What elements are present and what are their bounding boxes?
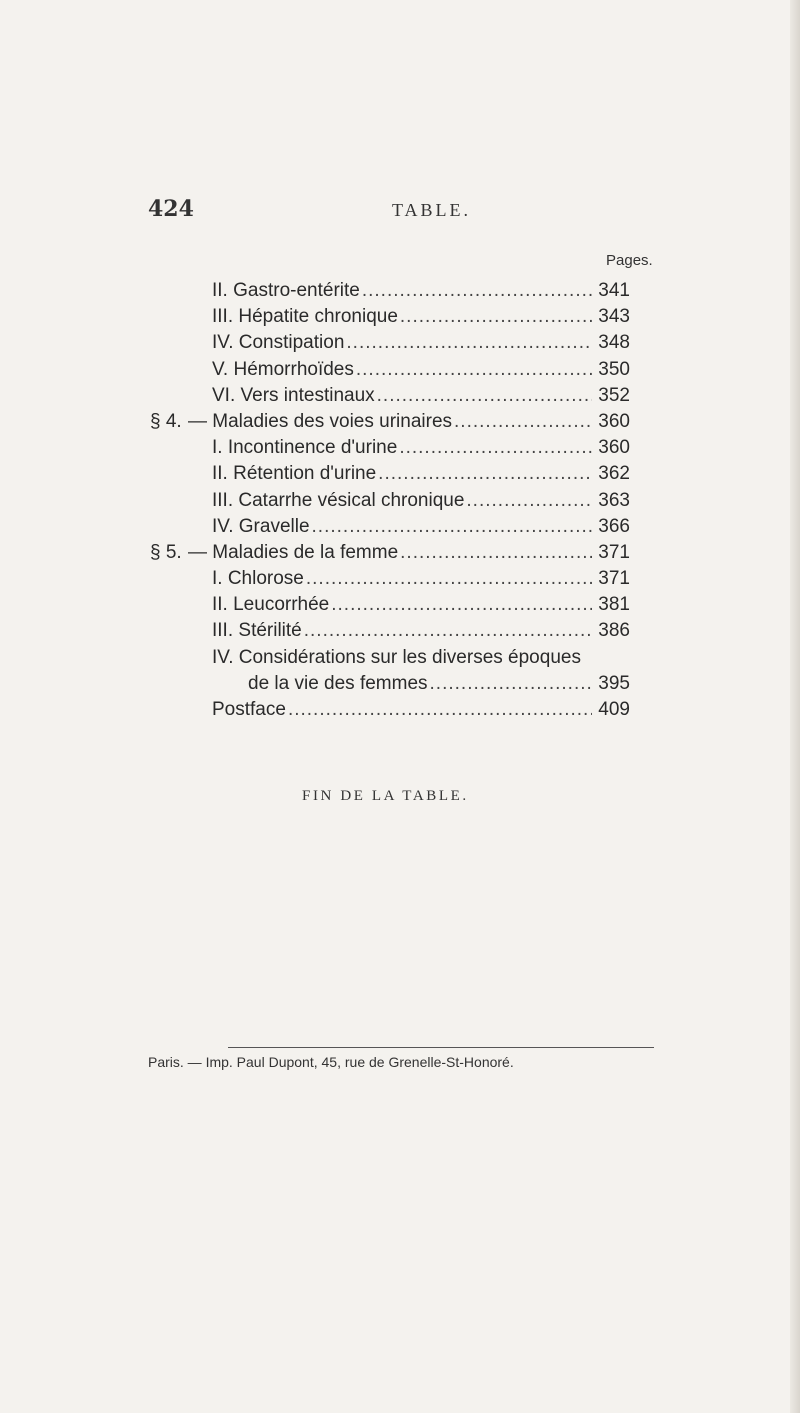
toc-entry-title: — Maladies des voies urinaires (188, 410, 453, 432)
dot-leader (400, 304, 592, 330)
printer-imprint: Paris. — Imp. Paul Dupont, 45, rue de Grenelle-St-Honoré. (148, 1054, 514, 1070)
dot-leader (399, 435, 592, 461)
toc-entry (150, 278, 630, 304)
toc-entry-title: V. Hémorrhoïdes (212, 358, 354, 380)
toc-entry-title: VI. Vers intestinaux (212, 384, 375, 406)
toc-entry (150, 488, 630, 514)
toc-entry-line (212, 592, 630, 618)
section-number: § 4. (150, 410, 182, 432)
toc-page-number: 395 (598, 672, 630, 694)
dot-leader (454, 409, 592, 435)
toc-entry-line (212, 697, 630, 723)
toc-entry-title: III. Catarrhe vésical chronique (212, 489, 465, 511)
toc-entry (150, 461, 630, 487)
toc-page-number: 350 (598, 358, 630, 380)
dot-leader (288, 697, 592, 723)
dot-leader (378, 461, 592, 487)
toc-entry-line (212, 461, 630, 487)
toc-entry-title: I. Chlorose (212, 568, 304, 590)
toc-entry-title: IV. Considérations sur les diverses époques (212, 646, 581, 668)
toc-page-number: 348 (598, 332, 630, 354)
toc-entry-line (212, 566, 630, 592)
end-of-table-mark: FIN DE LA TABLE. (302, 788, 469, 804)
dot-leader (356, 357, 592, 383)
toc-entry (150, 304, 630, 330)
toc-page-number: 343 (598, 306, 630, 328)
toc-entry-line (212, 278, 630, 304)
toc-entry-line (212, 330, 630, 356)
toc-entry-title: de la vie des femmes (248, 672, 428, 694)
toc-entry-line (212, 435, 630, 461)
toc-page-number: 409 (598, 699, 630, 720)
toc-page-number: 366 (598, 515, 630, 537)
toc-entry (150, 330, 630, 356)
pages-column-label: Pages. (606, 252, 653, 269)
toc-entry-title: II. Gastro-entérite (212, 280, 360, 301)
page-edge (790, 0, 800, 1413)
toc-entry-title: IV. Gravelle (212, 515, 310, 537)
toc-entry (150, 409, 630, 435)
table-of-contents (150, 278, 630, 723)
toc-page-number: 371 (598, 568, 630, 590)
toc-entry-line (212, 618, 630, 644)
toc-entry-line (212, 383, 630, 409)
toc-entry-line (188, 540, 630, 566)
toc-entry (150, 618, 630, 644)
toc-entry (150, 514, 630, 540)
toc-page-number: 386 (598, 620, 630, 642)
toc-entry-title: III. Stérilité (212, 620, 302, 642)
toc-entry (150, 566, 630, 592)
toc-entry-line (212, 645, 630, 671)
toc-entry (150, 697, 630, 723)
toc-entry (150, 592, 630, 618)
toc-page-number: 362 (598, 463, 630, 485)
running-head: TABLE. (392, 200, 472, 220)
toc-entry-title: Postface (212, 699, 286, 720)
dot-leader (430, 671, 593, 697)
toc-entry (150, 645, 630, 671)
dot-leader (312, 514, 593, 540)
toc-entry (150, 671, 630, 697)
toc-entry-line (212, 514, 630, 540)
dot-leader (377, 383, 593, 409)
toc-page-number: 352 (598, 384, 630, 406)
dot-leader (306, 566, 592, 592)
toc-entry-line (212, 357, 630, 383)
toc-entry (150, 540, 630, 566)
toc-entry-title: — Maladies de la femme (188, 541, 399, 563)
toc-entry-line (212, 488, 630, 514)
imprint-rule (228, 1047, 654, 1048)
toc-page-number: 381 (598, 594, 630, 616)
toc-entry-line (248, 671, 630, 697)
toc-entry-title: III. Hépatite chronique (212, 306, 398, 328)
toc-page-number: 360 (598, 437, 630, 459)
section-number: § 5. (150, 541, 182, 563)
toc-page-number: 363 (598, 489, 630, 511)
toc-entry-title: I. Incontinence d'urine (212, 437, 398, 459)
toc-entry-title: II. Rétention d'urine (212, 463, 377, 485)
dot-leader (331, 592, 592, 618)
dot-leader (466, 488, 592, 514)
toc-entry (150, 357, 630, 383)
toc-entry-line (212, 304, 630, 330)
page-header (148, 196, 630, 226)
dot-leader (400, 540, 592, 566)
dot-leader (362, 278, 592, 304)
toc-entry (150, 383, 630, 409)
page-number: 424 (148, 196, 194, 222)
toc-entry (150, 435, 630, 461)
dot-leader (346, 330, 592, 356)
toc-page-number: 360 (598, 410, 630, 432)
toc-entry-title: II. Leucorrhée (212, 594, 330, 616)
toc-page-number: 371 (598, 541, 630, 563)
toc-entry-title: IV. Constipation (212, 332, 345, 354)
dot-leader (304, 618, 593, 644)
toc-entry-line (188, 409, 630, 435)
toc-page-number: 341 (598, 280, 630, 301)
